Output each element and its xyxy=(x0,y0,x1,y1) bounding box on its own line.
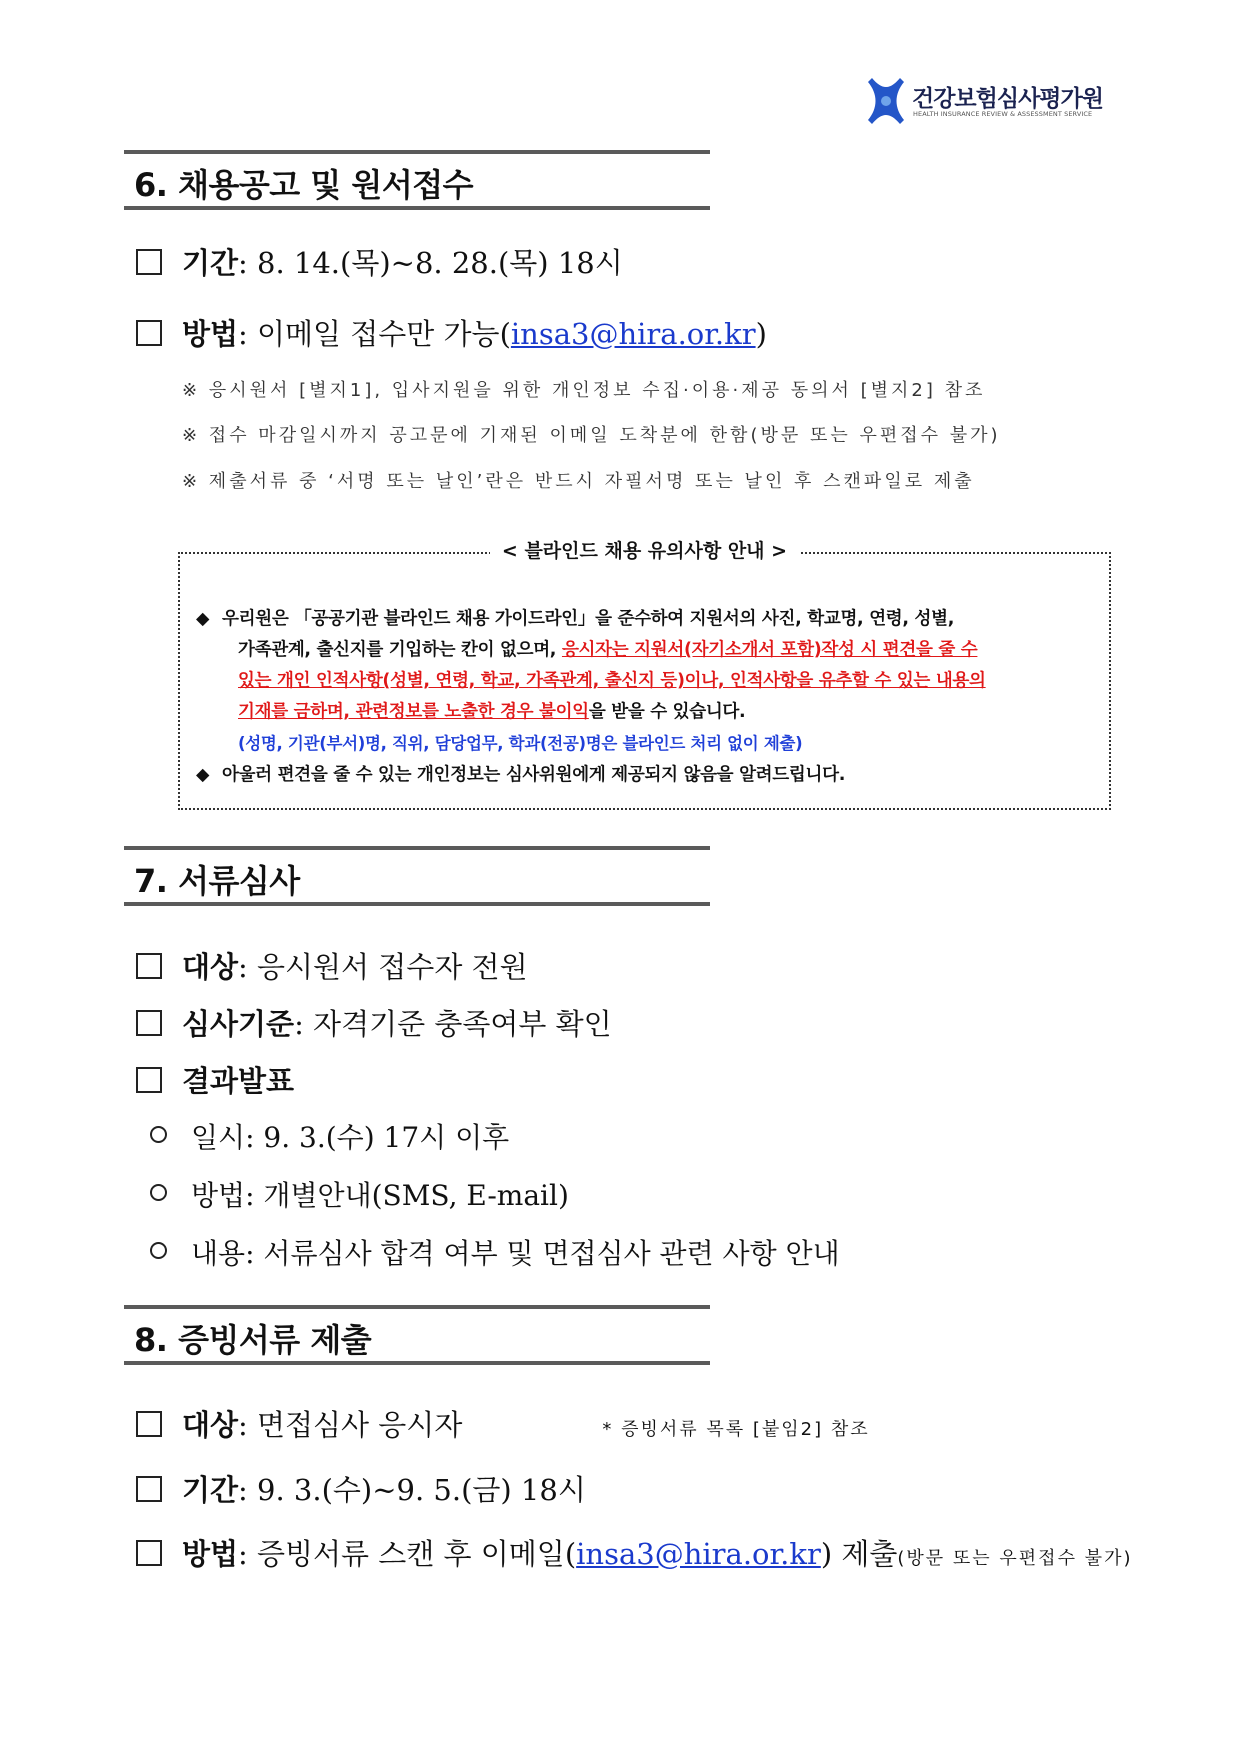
section-7-title: 7. 서류심사 xyxy=(134,862,300,900)
text: 우리원은 「공공기관 블라인드 채용 가이드라인」을 준수하여 지원서의 사진, 학교명, 연령, 성별, xyxy=(222,609,955,629)
label: 방법 xyxy=(182,317,239,351)
label: 대상 xyxy=(182,950,239,984)
blind-item-1 xyxy=(196,604,1091,635)
checkbox-icon xyxy=(136,1476,162,1502)
logo-name: 건강보험심사평가원 xyxy=(912,86,1103,112)
note: ※ 응시원서 [별지1], 입사지원을 위한 개인정보 수집·이용·제공 동의서 [별지2] 참조 xyxy=(182,380,986,401)
section-6-header xyxy=(124,150,710,210)
s7-result-item xyxy=(150,1176,569,1216)
circle-bullet-icon xyxy=(150,1126,167,1143)
checkbox-icon xyxy=(136,1540,162,1566)
section-8-title: 8. 증빙서류 제출 xyxy=(134,1321,372,1359)
text: 일시: 9. 3.(수) 17시 이후 xyxy=(191,1121,510,1154)
s7-result-item xyxy=(150,1118,509,1158)
blind-item-1-line xyxy=(196,697,1091,728)
label: 심사기준 xyxy=(182,1007,295,1041)
value: : 증빙서류 스캔 후 이메일( xyxy=(238,1537,577,1571)
s8-period-row xyxy=(136,1470,586,1510)
blind-item-1-line xyxy=(196,635,1091,666)
checkbox-icon xyxy=(136,953,162,979)
value: : 응시원서 접수자 전원 xyxy=(238,950,528,984)
text: 방법: 개별안내(SMS, E-mail) xyxy=(191,1179,569,1212)
s7-result-row xyxy=(136,1061,294,1101)
diamond-bullet-icon: ◆ xyxy=(196,765,210,785)
value: : 이메일 접수만 가능( xyxy=(238,317,511,351)
label: 방법 xyxy=(182,1537,239,1571)
s7-result-item xyxy=(150,1234,840,1274)
value: : 9. 3.(수)~9. 5.(금) 18시 xyxy=(238,1473,586,1507)
label: 기간 xyxy=(182,246,239,280)
section-8-header xyxy=(124,1305,710,1365)
hira-logo-icon xyxy=(866,76,906,126)
value-end: ) xyxy=(755,317,767,351)
text: 아울러 편견을 줄 수 있는 개인정보는 심사위원에게 제공되지 않음을 알려드립니다. xyxy=(222,765,846,785)
text: 을 받을 수 있습니다. xyxy=(588,702,746,722)
warning-text: 있는 개인 인적사항(성별, 연령, 학교, 가족관계, 출신지 등)이나, 인적사항을 유추할 수 있는 내용의 xyxy=(238,671,986,691)
s7-criteria-row xyxy=(136,1004,612,1044)
label: 기간 xyxy=(182,1473,239,1507)
circle-bullet-icon xyxy=(150,1242,167,1259)
checkbox-icon xyxy=(136,320,162,346)
s6-method-row xyxy=(136,314,767,354)
checkbox-icon xyxy=(136,1067,162,1093)
s8-target-row xyxy=(136,1405,870,1450)
blind-item-1-line xyxy=(196,728,1091,760)
value-end: ) 제출 xyxy=(820,1537,898,1571)
text: 가족관계, 출신지를 기입하는 칸이 없으며, xyxy=(238,640,562,660)
note: * 증빙서류 목록 [붙임2] 참조 xyxy=(602,1419,870,1440)
circle-bullet-icon xyxy=(150,1184,167,1201)
value: : 면접심사 응시자 xyxy=(238,1408,463,1442)
logo-subtitle: HEALTH INSURANCE REVIEW & ASSESSMENT SERVICE xyxy=(913,110,1093,118)
blue-note: (성명, 기관(부서)명, 직위, 담당업무, 학과(전공)명은 블라인드 처리 없이 제출) xyxy=(238,734,803,753)
checkbox-icon xyxy=(136,1010,162,1036)
blind-item-1-line xyxy=(196,666,1091,697)
warning-text: 기재를 금하며, 관련정보를 노출한 경우 불이익 xyxy=(238,702,589,722)
email-link[interactable]: insa3@hira.or.kr xyxy=(576,1537,821,1571)
blind-notice-box xyxy=(178,540,1111,810)
s8-method-row xyxy=(136,1534,1132,1579)
section-6-title: 6. 채용공고 및 원서접수 xyxy=(134,166,474,204)
label: 결과발표 xyxy=(182,1064,295,1098)
value: : 8. 14.(목)~8. 28.(목) 18시 xyxy=(238,246,623,280)
email-link[interactable]: insa3@hira.or.kr xyxy=(510,317,756,351)
text: 내용: 서류심사 합격 여부 및 면접심사 관련 사항 안내 xyxy=(191,1237,840,1270)
s6-period-row xyxy=(136,243,623,283)
s7-target-row xyxy=(136,947,528,987)
checkbox-icon xyxy=(136,249,162,275)
value: : 자격기준 충족여부 확인 xyxy=(294,1007,612,1041)
section-7-header xyxy=(124,846,710,906)
note: ※ 제출서류 중 ‘서명 또는 날인’란은 반드시 자필서명 또는 날인 후 스캔파일로 제출 xyxy=(182,471,975,492)
note: ※ 접수 마감일시까지 공고문에 기재된 이메일 도착분에 한함(방문 또는 우편접수 불가) xyxy=(182,425,1001,446)
blind-notice-title: < 블라인드 채용 유의사항 안내 > xyxy=(490,540,799,562)
diamond-bullet-icon: ◆ xyxy=(196,609,210,629)
checkbox-icon xyxy=(136,1411,162,1437)
note: (방문 또는 우편접수 불가) xyxy=(897,1548,1133,1569)
warning-text: 응시자는 지원서(자기소개서 포함)작성 시 편견을 줄 수 xyxy=(561,640,978,660)
blind-item-2 xyxy=(196,760,1091,791)
label: 대상 xyxy=(182,1408,239,1442)
hira-logo xyxy=(866,76,1106,126)
